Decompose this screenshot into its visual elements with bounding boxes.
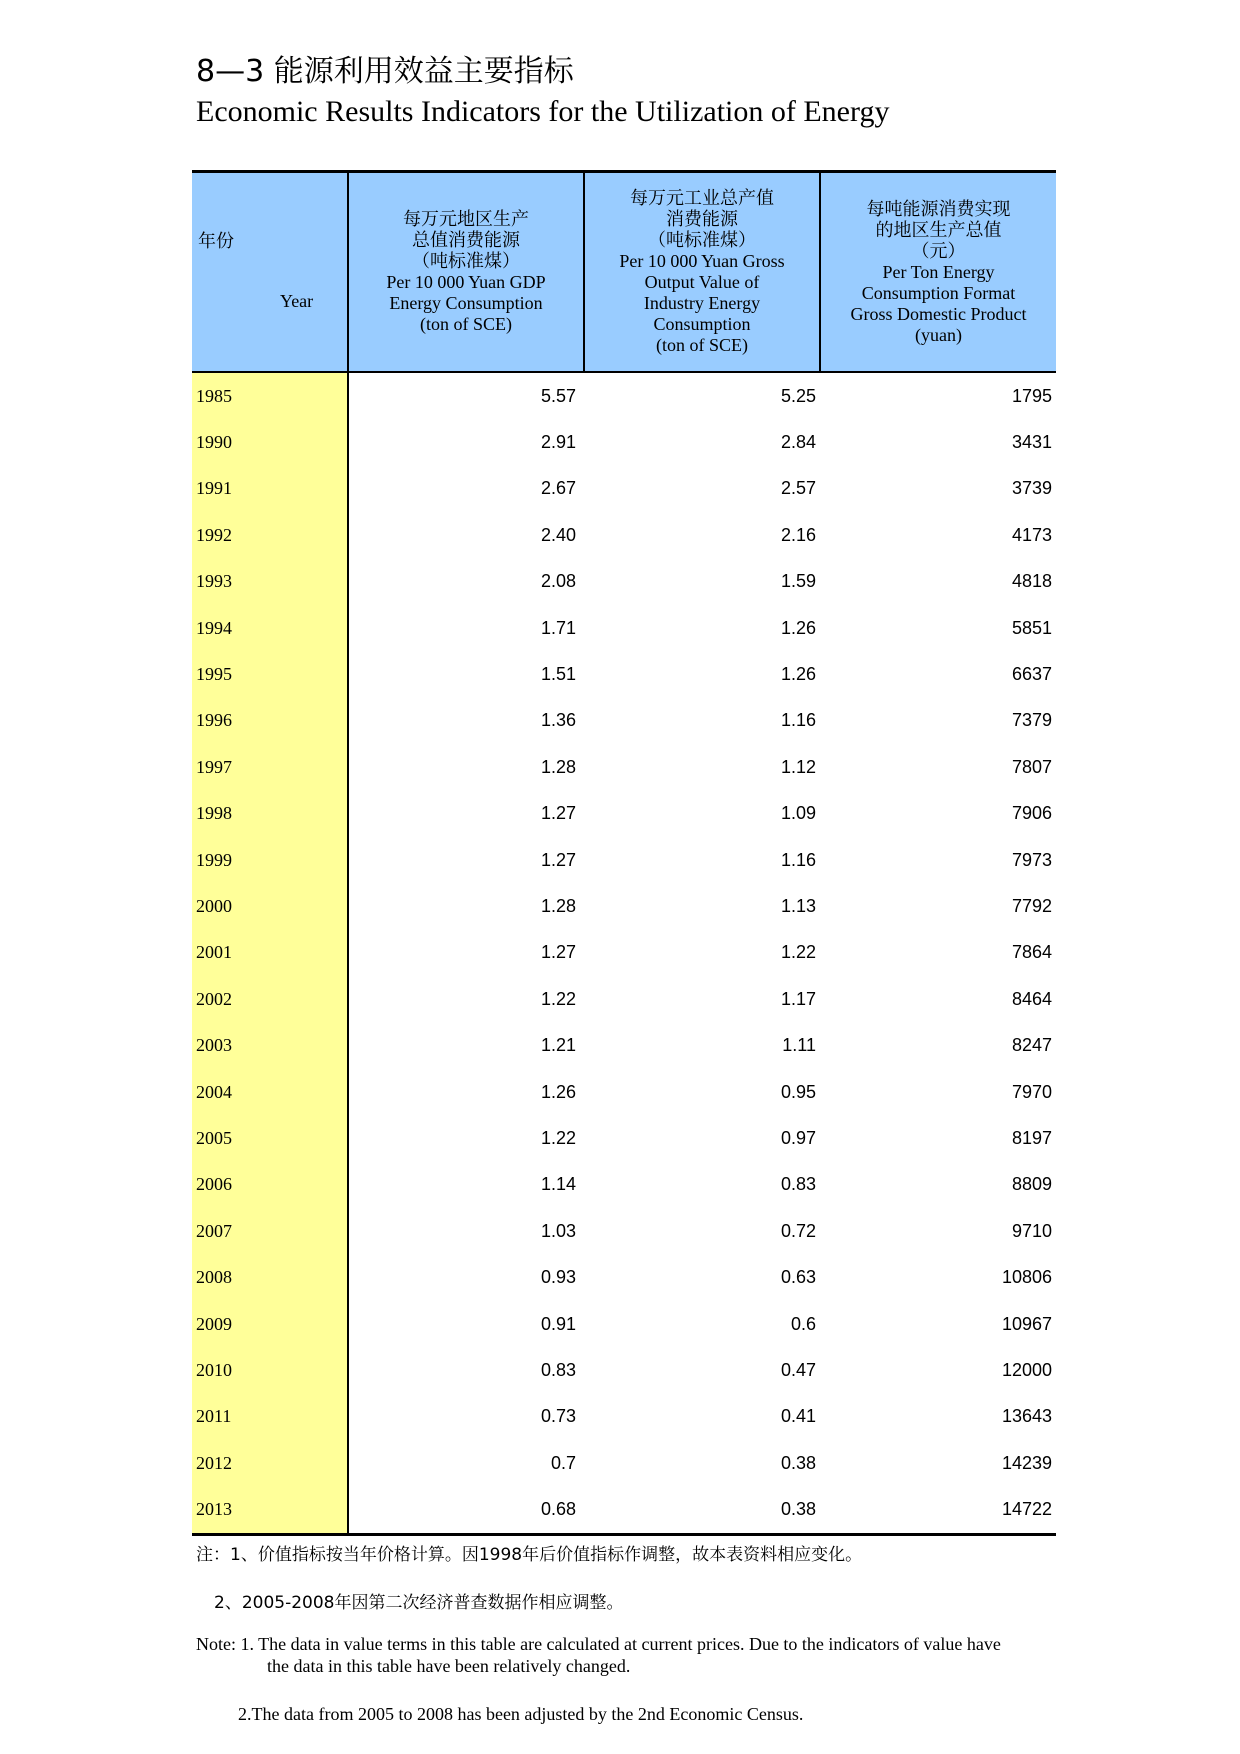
industry-energy-cell: 0.38 xyxy=(584,1486,820,1534)
industry-energy-cell: 1.12 xyxy=(780,756,816,777)
gdp-energy-cell: 1.28 xyxy=(540,895,576,916)
header-per-ton-line: Consumption Format xyxy=(861,282,1016,303)
header-industry-line: Consumption xyxy=(653,314,751,334)
header-per-ton-line: (yuan) xyxy=(915,324,962,345)
year-cell: 1991 xyxy=(192,466,348,512)
year-cell: 2007 xyxy=(192,1208,348,1254)
header-per-ton-line: 的地区生产总值 xyxy=(875,219,1002,240)
gdp-per-ton-cell: 6637 xyxy=(1011,664,1052,685)
industry-energy-cell: 2.57 xyxy=(780,478,816,499)
industry-energy-cell: 1.16 xyxy=(780,849,816,870)
year-cell: 1998 xyxy=(192,791,348,837)
gdp-per-ton-cell: 10806 xyxy=(1001,1267,1052,1288)
gdp-per-ton-cell: 8247 xyxy=(1011,1035,1052,1056)
header-per-ton-line: 每吨能源消费实现 xyxy=(866,198,1011,219)
header-per-ton-line: （元） xyxy=(911,240,966,261)
gdp-energy-cell: 1.14 xyxy=(540,1174,576,1195)
gdp-per-ton-cell: 7973 xyxy=(1011,849,1052,870)
industry-energy-cell: 0.97 xyxy=(780,1127,816,1148)
header-industry-line: （吨标准煤） xyxy=(648,230,756,250)
header-gdp-line: Per 10 000 Yuan GDP xyxy=(386,272,546,292)
year-cell: 2002 xyxy=(192,976,348,1022)
table-row xyxy=(192,1440,1056,1486)
header-year-en: Year xyxy=(280,291,314,311)
header-gdp-line: 每万元地区生产 xyxy=(403,209,529,229)
table-header-row xyxy=(192,172,1056,373)
table-row xyxy=(192,1208,1056,1254)
year-cell: 1993 xyxy=(192,559,348,605)
year-cell: 2003 xyxy=(192,1022,348,1068)
table-row xyxy=(192,930,1056,976)
year-cell: 2012 xyxy=(192,1440,348,1486)
page-title-en: Economic Results Indicators for the Utilization of Energy xyxy=(196,95,890,128)
table-row xyxy=(192,1254,1056,1300)
year-cell: 1996 xyxy=(192,698,348,744)
note-cn-2: 2、2005-2008年因第二次经济普查数据作相应调整。 xyxy=(214,1593,624,1613)
table-row xyxy=(192,791,1056,837)
header-industry-line: Per 10 000 Yuan Gross xyxy=(619,251,785,271)
header-industry-line: (ton of SCE) xyxy=(656,335,748,355)
header-industry-line: Output Value of xyxy=(644,272,760,292)
gdp-energy-cell: 2.08 xyxy=(540,571,576,592)
header-year-cn: 年份 xyxy=(198,231,234,251)
gdp-per-ton-cell: 4173 xyxy=(1011,524,1052,545)
industry-energy-cell: 1.13 xyxy=(780,895,816,916)
industry-energy-cell: 1.16 xyxy=(780,710,816,731)
gdp-energy-cell: 2.91 xyxy=(540,432,576,453)
table-row xyxy=(192,512,1056,558)
industry-energy-cell: 1.17 xyxy=(780,988,816,1009)
gdp-energy-cell: 1.71 xyxy=(540,617,576,638)
table-row xyxy=(192,698,1056,744)
year-cell: 2000 xyxy=(192,883,348,929)
industry-energy-cell: 0.6 xyxy=(790,1313,816,1334)
table-row xyxy=(192,976,1056,1022)
industry-energy-cell: 2.16 xyxy=(780,524,816,545)
gdp-energy-cell: 1.22 xyxy=(540,988,576,1009)
note-cn-1: 注：1、价值指标按当年价格计算。因1998年后价值指标作调整，故本表资料相应变化。 xyxy=(196,1545,863,1565)
header-per-ton-line: Gross Domestic Product xyxy=(850,303,1027,324)
header-industry-energy xyxy=(584,172,820,373)
gdp-energy-cell: 0.83 xyxy=(540,1359,576,1380)
gdp-per-ton-cell: 14722 xyxy=(820,1486,1056,1534)
year-cell: 2008 xyxy=(192,1254,348,1300)
industry-energy-cell: 0.95 xyxy=(780,1081,816,1102)
year-cell: 1990 xyxy=(192,419,348,465)
industry-energy-cell: 1.22 xyxy=(780,942,816,963)
table-row xyxy=(192,419,1056,465)
header-industry-line: 消费能源 xyxy=(666,209,738,229)
year-cell: 2010 xyxy=(192,1347,348,1393)
gdp-energy-cell: 1.21 xyxy=(540,1035,576,1056)
gdp-energy-cell: 1.51 xyxy=(540,664,576,685)
industry-energy-cell: 0.41 xyxy=(780,1406,816,1427)
year-cell: 2005 xyxy=(192,1115,348,1161)
gdp-per-ton-cell: 12000 xyxy=(1001,1359,1052,1380)
gdp-energy-cell: 0.93 xyxy=(540,1267,576,1288)
header-gdp-line: 总值消费能源 xyxy=(412,230,520,250)
table-row xyxy=(192,1022,1056,1068)
header-gdp-energy xyxy=(348,172,584,373)
header-industry-line: Industry Energy xyxy=(643,293,761,313)
gdp-per-ton-cell: 14239 xyxy=(1001,1452,1052,1473)
gdp-per-ton-cell: 10967 xyxy=(1001,1313,1052,1334)
industry-energy-cell: 0.72 xyxy=(780,1220,816,1241)
note-en-2: 2.The data from 2005 to 2008 has been adjusted by the 2nd Economic Census. xyxy=(238,1704,804,1724)
gdp-energy-cell: 0.7 xyxy=(550,1452,576,1473)
table-row xyxy=(192,1486,1056,1534)
year-cell: 1995 xyxy=(192,651,348,697)
table-row xyxy=(192,1347,1056,1393)
gdp-energy-cell: 0.91 xyxy=(540,1313,576,1334)
year-cell: 2009 xyxy=(192,1301,348,1347)
gdp-energy-cell: 1.26 xyxy=(540,1081,576,1102)
gdp-energy-cell: 1.28 xyxy=(540,756,576,777)
table-row xyxy=(192,1301,1056,1347)
industry-energy-cell: 1.11 xyxy=(782,1035,816,1056)
gdp-per-ton-cell: 7970 xyxy=(1011,1081,1052,1102)
note-en-1: Note: 1. The data in value terms in this table are calculated at current prices. Due to the indicators of value have xyxy=(196,1634,1001,1654)
gdp-energy-cell: 2.67 xyxy=(540,478,576,499)
gdp-per-ton-cell: 7792 xyxy=(1011,895,1052,916)
year-cell: 2013 xyxy=(192,1486,348,1534)
gdp-per-ton-cell: 1795 xyxy=(1011,385,1052,406)
gdp-per-ton-cell: 5851 xyxy=(1011,617,1052,638)
header-gdp-line: Energy Consumption xyxy=(389,293,543,313)
header-per-ton-line: Per Ton Energy xyxy=(882,261,995,282)
year-cell: 2011 xyxy=(192,1394,348,1440)
table-row xyxy=(192,372,1056,419)
industry-energy-cell: 0.47 xyxy=(780,1359,816,1380)
note-en-1-continued: the data in this table have been relatively changed. xyxy=(267,1656,631,1676)
table-row xyxy=(192,1394,1056,1440)
gdp-per-ton-cell: 7807 xyxy=(1011,756,1052,777)
table-row xyxy=(192,1162,1056,1208)
table-row xyxy=(192,1115,1056,1161)
year-cell: 1985 xyxy=(192,372,348,419)
table-row xyxy=(192,837,1056,883)
industry-energy-cell: 2.84 xyxy=(780,432,816,453)
year-cell: 1999 xyxy=(192,837,348,883)
gdp-energy-cell: 2.40 xyxy=(540,524,576,545)
table-row xyxy=(192,466,1056,512)
industry-energy-cell: 1.26 xyxy=(780,617,816,638)
page-title-cn: 8—3 能源利用效益主要指标 xyxy=(196,54,574,89)
header-industry-line: 每万元工业总产值 xyxy=(630,188,774,208)
gdp-energy-cell: 1.27 xyxy=(540,942,576,963)
year-cell: 1994 xyxy=(192,605,348,651)
gdp-per-ton-cell: 8197 xyxy=(1011,1127,1052,1148)
industry-energy-cell: 1.59 xyxy=(780,571,816,592)
industry-energy-cell: 0.38 xyxy=(780,1452,816,1473)
gdp-per-ton-cell: 3431 xyxy=(1011,432,1052,453)
table-row xyxy=(192,1069,1056,1115)
gdp-per-ton-cell: 8464 xyxy=(1011,988,1052,1009)
header-gdp-per-ton xyxy=(820,172,1056,373)
table-row xyxy=(192,605,1056,651)
header-year xyxy=(192,172,348,373)
table-row xyxy=(192,651,1056,697)
gdp-per-ton-cell: 7864 xyxy=(1011,942,1052,963)
year-cell: 2001 xyxy=(192,930,348,976)
gdp-energy-cell: 5.57 xyxy=(540,385,576,406)
industry-energy-cell: 0.63 xyxy=(780,1267,816,1288)
year-cell: 1997 xyxy=(192,744,348,790)
gdp-per-ton-cell: 9710 xyxy=(1011,1220,1052,1241)
year-cell: 2006 xyxy=(192,1162,348,1208)
header-gdp-line: （吨标准煤） xyxy=(412,251,520,271)
gdp-per-ton-cell: 4818 xyxy=(1011,571,1052,592)
year-cell: 1992 xyxy=(192,512,348,558)
header-gdp-line: (ton of SCE) xyxy=(420,314,512,334)
gdp-per-ton-cell: 7379 xyxy=(1011,710,1052,731)
gdp-energy-cell: 0.73 xyxy=(540,1406,576,1427)
industry-energy-cell: 1.09 xyxy=(780,803,816,824)
gdp-per-ton-cell: 7906 xyxy=(1011,803,1052,824)
gdp-energy-cell: 1.36 xyxy=(540,710,576,731)
year-cell: 2004 xyxy=(192,1069,348,1115)
gdp-per-ton-cell: 8809 xyxy=(1011,1174,1052,1195)
gdp-energy-cell: 1.27 xyxy=(540,803,576,824)
energy-indicators-table xyxy=(192,170,1056,1536)
table-row xyxy=(192,744,1056,790)
table-row xyxy=(192,883,1056,929)
table-body xyxy=(192,372,1056,1534)
gdp-energy-cell: 1.03 xyxy=(540,1220,576,1241)
gdp-per-ton-cell: 13643 xyxy=(1001,1406,1052,1427)
industry-energy-cell: 5.25 xyxy=(780,385,816,406)
table-row xyxy=(192,559,1056,605)
industry-energy-cell: 0.83 xyxy=(780,1174,816,1195)
gdp-per-ton-cell: 3739 xyxy=(1011,478,1052,499)
gdp-energy-cell: 1.22 xyxy=(540,1127,576,1148)
gdp-energy-cell: 1.27 xyxy=(540,849,576,870)
industry-energy-cell: 1.26 xyxy=(780,664,816,685)
gdp-energy-cell: 0.68 xyxy=(348,1486,584,1534)
